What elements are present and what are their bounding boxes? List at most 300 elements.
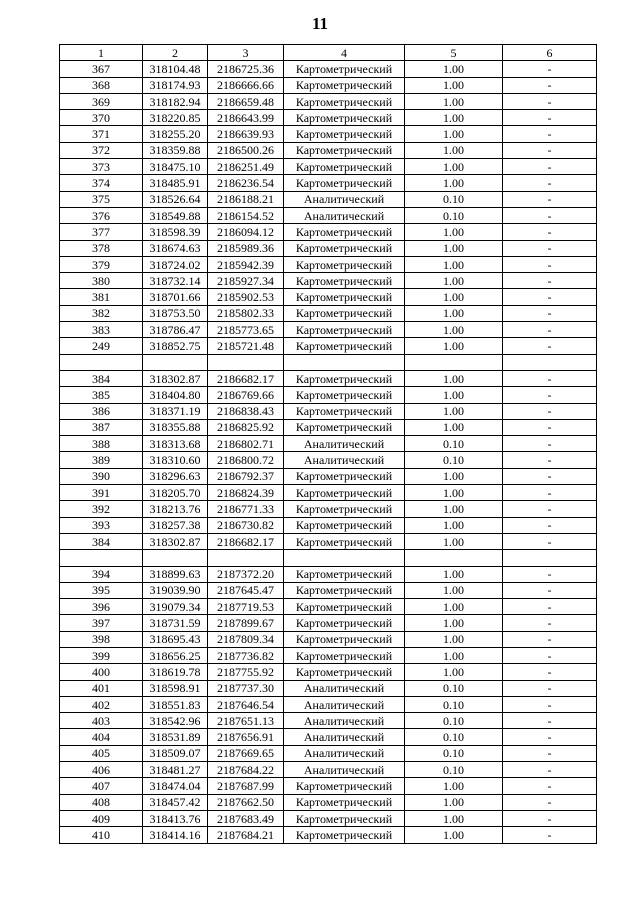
table-row (60, 452, 597, 468)
note-cell: - (503, 647, 597, 663)
y-coordinate-cell: 2187656.91 (208, 729, 284, 745)
method-cell: Аналитический (284, 745, 405, 761)
header-cell: 2 (143, 45, 208, 61)
accuracy-cell: 1.00 (405, 142, 503, 158)
point-number-cell: 395 (60, 582, 143, 598)
method-cell: Картометрический (284, 403, 405, 419)
accuracy-cell: 0.10 (405, 696, 503, 712)
point-number-cell: 374 (60, 175, 143, 191)
accuracy-cell: 0.10 (405, 452, 503, 468)
y-coordinate-cell: 2186236.54 (208, 175, 284, 191)
accuracy-cell: 1.00 (405, 664, 503, 680)
accuracy-cell: 1.00 (405, 501, 503, 517)
table-row (60, 436, 597, 452)
accuracy-cell: 0.10 (405, 680, 503, 696)
x-coordinate-cell: 318414.16 (143, 827, 208, 843)
table-row (60, 729, 597, 745)
y-coordinate-cell: 2186730.82 (208, 517, 284, 533)
x-coordinate-cell: 318786.47 (143, 322, 208, 338)
table-row (60, 468, 597, 484)
x-coordinate-cell: 318457.42 (143, 794, 208, 810)
point-number-cell: 402 (60, 696, 143, 712)
table-row (60, 126, 597, 142)
note-cell: - (503, 680, 597, 696)
point-number-cell: 405 (60, 745, 143, 761)
y-coordinate-cell: 2185802.33 (208, 305, 284, 321)
note-cell (503, 354, 597, 370)
table-row (60, 778, 597, 794)
method-cell: Картометрический (284, 664, 405, 680)
point-number-cell: 390 (60, 468, 143, 484)
accuracy-cell: 1.00 (405, 322, 503, 338)
method-cell: Аналитический (284, 680, 405, 696)
x-coordinate-cell: 318481.27 (143, 762, 208, 778)
y-coordinate-cell: 2186500.26 (208, 142, 284, 158)
y-coordinate-cell: 2187755.92 (208, 664, 284, 680)
note-cell: - (503, 696, 597, 712)
x-coordinate-cell (143, 354, 208, 370)
header-row (60, 45, 597, 61)
accuracy-cell: 1.00 (405, 370, 503, 386)
y-coordinate-cell: 2187719.53 (208, 599, 284, 615)
point-number-cell: 404 (60, 729, 143, 745)
note-cell: - (503, 762, 597, 778)
x-coordinate-cell (143, 550, 208, 566)
header-cell: 4 (284, 45, 405, 61)
y-coordinate-cell: 2187899.67 (208, 615, 284, 631)
y-coordinate-cell: 2187669.65 (208, 745, 284, 761)
note-cell: - (503, 745, 597, 761)
method-cell: Картометрический (284, 370, 405, 386)
method-cell: Картометрический (284, 566, 405, 582)
x-coordinate-cell: 318404.80 (143, 387, 208, 403)
point-number-cell: 376 (60, 207, 143, 223)
table-row (60, 207, 597, 223)
note-cell: - (503, 517, 597, 533)
x-coordinate-cell: 318509.07 (143, 745, 208, 761)
table-row (60, 305, 597, 321)
y-coordinate-cell: 2186838.43 (208, 403, 284, 419)
point-number-cell: 381 (60, 289, 143, 305)
table-row (60, 794, 597, 810)
header-cell: 6 (503, 45, 597, 61)
point-number-cell: 403 (60, 713, 143, 729)
note-cell: - (503, 126, 597, 142)
x-coordinate-cell: 318899.63 (143, 566, 208, 582)
accuracy-cell: 1.00 (405, 126, 503, 142)
method-cell: Аналитический (284, 452, 405, 468)
x-coordinate-cell: 318371.19 (143, 403, 208, 419)
note-cell (503, 550, 597, 566)
y-coordinate-cell: 2185721.48 (208, 338, 284, 354)
accuracy-cell: 1.00 (405, 485, 503, 501)
x-coordinate-cell: 318598.91 (143, 680, 208, 696)
y-coordinate-cell: 2186666.66 (208, 77, 284, 93)
accuracy-cell: 1.00 (405, 61, 503, 77)
point-number-cell: 384 (60, 533, 143, 549)
header-cell: 1 (60, 45, 143, 61)
accuracy-cell: 1.00 (405, 256, 503, 272)
x-coordinate-cell: 318104.48 (143, 61, 208, 77)
table-row (60, 582, 597, 598)
x-coordinate-cell: 318731.59 (143, 615, 208, 631)
table-row (60, 354, 597, 370)
x-coordinate-cell: 318656.25 (143, 647, 208, 663)
accuracy-cell: 1.00 (405, 647, 503, 663)
note-cell: - (503, 256, 597, 272)
method-cell (284, 550, 405, 566)
accuracy-cell: 1.00 (405, 403, 503, 419)
table-row (60, 631, 597, 647)
accuracy-cell: 1.00 (405, 615, 503, 631)
accuracy-cell: 1.00 (405, 517, 503, 533)
x-coordinate-cell: 318359.88 (143, 142, 208, 158)
accuracy-cell: 1.00 (405, 273, 503, 289)
coordinates-table (59, 44, 597, 844)
table-row (60, 256, 597, 272)
method-cell: Аналитический (284, 436, 405, 452)
method-cell (284, 354, 405, 370)
table-body (60, 61, 597, 843)
point-number-cell: 375 (60, 191, 143, 207)
x-coordinate-cell: 318701.66 (143, 289, 208, 305)
point-number-cell: 369 (60, 93, 143, 109)
accuracy-cell: 0.10 (405, 436, 503, 452)
method-cell: Аналитический (284, 207, 405, 223)
method-cell: Картометрический (284, 175, 405, 191)
method-cell: Картометрический (284, 485, 405, 501)
note-cell: - (503, 77, 597, 93)
table-row (60, 696, 597, 712)
x-coordinate-cell: 319079.34 (143, 599, 208, 615)
method-cell: Картометрический (284, 289, 405, 305)
y-coordinate-cell: 2187736.82 (208, 647, 284, 663)
point-number-cell: 380 (60, 273, 143, 289)
table-row (60, 533, 597, 549)
method-cell: Картометрический (284, 631, 405, 647)
accuracy-cell: 1.00 (405, 305, 503, 321)
note-cell: - (503, 273, 597, 289)
y-coordinate-cell: 2187687.99 (208, 778, 284, 794)
table-row (60, 599, 597, 615)
table-row (60, 77, 597, 93)
accuracy-cell: 1.00 (405, 631, 503, 647)
y-coordinate-cell: 2185927.34 (208, 273, 284, 289)
table-row (60, 224, 597, 240)
accuracy-cell: 0.10 (405, 762, 503, 778)
table-row (60, 191, 597, 207)
method-cell: Картометрический (284, 794, 405, 810)
table-row (60, 273, 597, 289)
x-coordinate-cell: 318474.04 (143, 778, 208, 794)
accuracy-cell: 1.00 (405, 224, 503, 240)
accuracy-cell: 1.00 (405, 338, 503, 354)
accuracy-cell: 1.00 (405, 827, 503, 843)
point-number-cell: 371 (60, 126, 143, 142)
method-cell: Картометрический (284, 273, 405, 289)
note-cell: - (503, 599, 597, 615)
accuracy-cell: 0.10 (405, 207, 503, 223)
table-row (60, 647, 597, 663)
accuracy-cell: 0.10 (405, 729, 503, 745)
note-cell: - (503, 485, 597, 501)
x-coordinate-cell: 318174.93 (143, 77, 208, 93)
method-cell: Картометрический (284, 468, 405, 484)
y-coordinate-cell: 2187372.20 (208, 566, 284, 582)
point-number-cell: 410 (60, 827, 143, 843)
y-coordinate-cell: 2187662.50 (208, 794, 284, 810)
y-coordinate-cell: 2187809.34 (208, 631, 284, 647)
x-coordinate-cell: 318549.88 (143, 207, 208, 223)
y-coordinate-cell: 2186188.21 (208, 191, 284, 207)
table-row (60, 387, 597, 403)
x-coordinate-cell: 318257.38 (143, 517, 208, 533)
y-coordinate-cell: 2186725.36 (208, 61, 284, 77)
table-row (60, 159, 597, 175)
accuracy-cell: 1.00 (405, 175, 503, 191)
point-number-cell: 249 (60, 338, 143, 354)
header-cell: 3 (208, 45, 284, 61)
table-row (60, 664, 597, 680)
point-number-cell: 388 (60, 436, 143, 452)
table-row (60, 810, 597, 826)
accuracy-cell: 0.10 (405, 713, 503, 729)
table-row (60, 338, 597, 354)
point-number-cell (60, 550, 143, 566)
method-cell: Картометрический (284, 110, 405, 126)
method-cell: Аналитический (284, 191, 405, 207)
note-cell: - (503, 175, 597, 191)
point-number-cell: 409 (60, 810, 143, 826)
x-coordinate-cell: 318302.87 (143, 370, 208, 386)
y-coordinate-cell: 2185773.65 (208, 322, 284, 338)
note-cell: - (503, 240, 597, 256)
note-cell: - (503, 142, 597, 158)
y-coordinate-cell: 2187684.21 (208, 827, 284, 843)
method-cell: Картометрический (284, 387, 405, 403)
x-coordinate-cell: 318526.64 (143, 191, 208, 207)
point-number-cell: 367 (60, 61, 143, 77)
table-row (60, 419, 597, 435)
accuracy-cell: 1.00 (405, 778, 503, 794)
note-cell: - (503, 338, 597, 354)
table-row (60, 240, 597, 256)
note-cell: - (503, 191, 597, 207)
y-coordinate-cell: 2186792.37 (208, 468, 284, 484)
accuracy-cell: 1.00 (405, 794, 503, 810)
page-number: 11 (311, 14, 329, 33)
x-coordinate-cell: 318852.75 (143, 338, 208, 354)
point-number-cell: 382 (60, 305, 143, 321)
accuracy-cell: 1.00 (405, 387, 503, 403)
accuracy-cell: 1.00 (405, 419, 503, 435)
accuracy-cell: 1.00 (405, 533, 503, 549)
note-cell: - (503, 289, 597, 305)
method-cell: Аналитический (284, 729, 405, 745)
method-cell: Картометрический (284, 419, 405, 435)
point-number-cell (60, 354, 143, 370)
x-coordinate-cell: 318598.39 (143, 224, 208, 240)
x-coordinate-cell: 318531.89 (143, 729, 208, 745)
method-cell: Картометрический (284, 582, 405, 598)
table-row (60, 827, 597, 843)
method-cell: Картометрический (284, 517, 405, 533)
method-cell: Картометрический (284, 322, 405, 338)
accuracy-cell (405, 354, 503, 370)
point-number-cell: 399 (60, 647, 143, 663)
table-row (60, 680, 597, 696)
point-number-cell: 377 (60, 224, 143, 240)
note-cell: - (503, 468, 597, 484)
point-number-cell: 392 (60, 501, 143, 517)
point-number-cell: 396 (60, 599, 143, 615)
method-cell: Картометрический (284, 159, 405, 175)
x-coordinate-cell: 318475.10 (143, 159, 208, 175)
point-number-cell: 407 (60, 778, 143, 794)
point-number-cell: 373 (60, 159, 143, 175)
point-number-cell: 393 (60, 517, 143, 533)
x-coordinate-cell: 318310.60 (143, 452, 208, 468)
note-cell: - (503, 794, 597, 810)
method-cell: Картометрический (284, 501, 405, 517)
x-coordinate-cell: 318753.50 (143, 305, 208, 321)
note-cell: - (503, 110, 597, 126)
method-cell: Картометрический (284, 93, 405, 109)
x-coordinate-cell: 318302.87 (143, 533, 208, 549)
accuracy-cell: 1.00 (405, 289, 503, 305)
y-coordinate-cell: 2186682.17 (208, 370, 284, 386)
method-cell: Картометрический (284, 142, 405, 158)
note-cell: - (503, 305, 597, 321)
x-coordinate-cell: 318213.76 (143, 501, 208, 517)
method-cell: Картометрический (284, 827, 405, 843)
y-coordinate-cell: 2186639.93 (208, 126, 284, 142)
table-row (60, 501, 597, 517)
accuracy-cell (405, 550, 503, 566)
note-cell: - (503, 778, 597, 794)
y-coordinate-cell: 2186154.52 (208, 207, 284, 223)
y-coordinate-cell: 2186659.48 (208, 93, 284, 109)
x-coordinate-cell: 318551.83 (143, 696, 208, 712)
point-number-cell: 386 (60, 403, 143, 419)
table-row (60, 93, 597, 109)
point-number-cell: 401 (60, 680, 143, 696)
x-coordinate-cell: 318724.02 (143, 256, 208, 272)
x-coordinate-cell: 318619.78 (143, 664, 208, 680)
method-cell: Аналитический (284, 762, 405, 778)
y-coordinate-cell (208, 550, 284, 566)
accuracy-cell: 1.00 (405, 599, 503, 615)
table-row (60, 322, 597, 338)
point-number-cell: 408 (60, 794, 143, 810)
table-row (60, 485, 597, 501)
method-cell: Картометрический (284, 533, 405, 549)
table-row (60, 615, 597, 631)
accuracy-cell: 1.00 (405, 582, 503, 598)
y-coordinate-cell: 2185902.53 (208, 289, 284, 305)
table-row (60, 403, 597, 419)
point-number-cell: 391 (60, 485, 143, 501)
y-coordinate-cell: 2186824.39 (208, 485, 284, 501)
table-row (60, 142, 597, 158)
table-row (60, 762, 597, 778)
y-coordinate-cell: 2187684.22 (208, 762, 284, 778)
table-row (60, 517, 597, 533)
header-cell: 5 (405, 45, 503, 61)
x-coordinate-cell: 318542.96 (143, 713, 208, 729)
x-coordinate-cell: 318732.14 (143, 273, 208, 289)
method-cell: Картометрический (284, 126, 405, 142)
table-row (60, 370, 597, 386)
point-number-cell: 379 (60, 256, 143, 272)
y-coordinate-cell: 2186800.72 (208, 452, 284, 468)
method-cell: Аналитический (284, 696, 405, 712)
y-coordinate-cell: 2185942.39 (208, 256, 284, 272)
note-cell: - (503, 419, 597, 435)
y-coordinate-cell: 2187646.54 (208, 696, 284, 712)
method-cell: Картометрический (284, 647, 405, 663)
note-cell: - (503, 631, 597, 647)
table-row (60, 745, 597, 761)
x-coordinate-cell: 319039.90 (143, 582, 208, 598)
method-cell: Картометрический (284, 61, 405, 77)
table-row (60, 175, 597, 191)
accuracy-cell: 1.00 (405, 77, 503, 93)
note-cell: - (503, 387, 597, 403)
y-coordinate-cell: 2187651.13 (208, 713, 284, 729)
x-coordinate-cell: 318413.76 (143, 810, 208, 826)
x-coordinate-cell: 318355.88 (143, 419, 208, 435)
table-row (60, 566, 597, 582)
method-cell: Картометрический (284, 599, 405, 615)
method-cell: Аналитический (284, 713, 405, 729)
method-cell: Картометрический (284, 338, 405, 354)
point-number-cell: 400 (60, 664, 143, 680)
y-coordinate-cell (208, 354, 284, 370)
note-cell: - (503, 159, 597, 175)
method-cell: Картометрический (284, 615, 405, 631)
table-row (60, 713, 597, 729)
note-cell: - (503, 224, 597, 240)
note-cell: - (503, 501, 597, 517)
accuracy-cell: 1.00 (405, 110, 503, 126)
point-number-cell: 372 (60, 142, 143, 158)
note-cell: - (503, 566, 597, 582)
table-row (60, 289, 597, 305)
point-number-cell: 385 (60, 387, 143, 403)
note-cell: - (503, 533, 597, 549)
table-row (60, 61, 597, 77)
note-cell: - (503, 615, 597, 631)
note-cell: - (503, 93, 597, 109)
note-cell: - (503, 61, 597, 77)
method-cell: Картометрический (284, 256, 405, 272)
note-cell: - (503, 403, 597, 419)
point-number-cell: 387 (60, 419, 143, 435)
y-coordinate-cell: 2186682.17 (208, 533, 284, 549)
method-cell: Картометрический (284, 240, 405, 256)
point-number-cell: 384 (60, 370, 143, 386)
y-coordinate-cell: 2186251.49 (208, 159, 284, 175)
note-cell: - (503, 207, 597, 223)
point-number-cell: 368 (60, 77, 143, 93)
note-cell: - (503, 827, 597, 843)
method-cell: Картометрический (284, 810, 405, 826)
method-cell: Картометрический (284, 778, 405, 794)
point-number-cell: 394 (60, 566, 143, 582)
method-cell: Картометрический (284, 305, 405, 321)
y-coordinate-cell: 2186094.12 (208, 224, 284, 240)
